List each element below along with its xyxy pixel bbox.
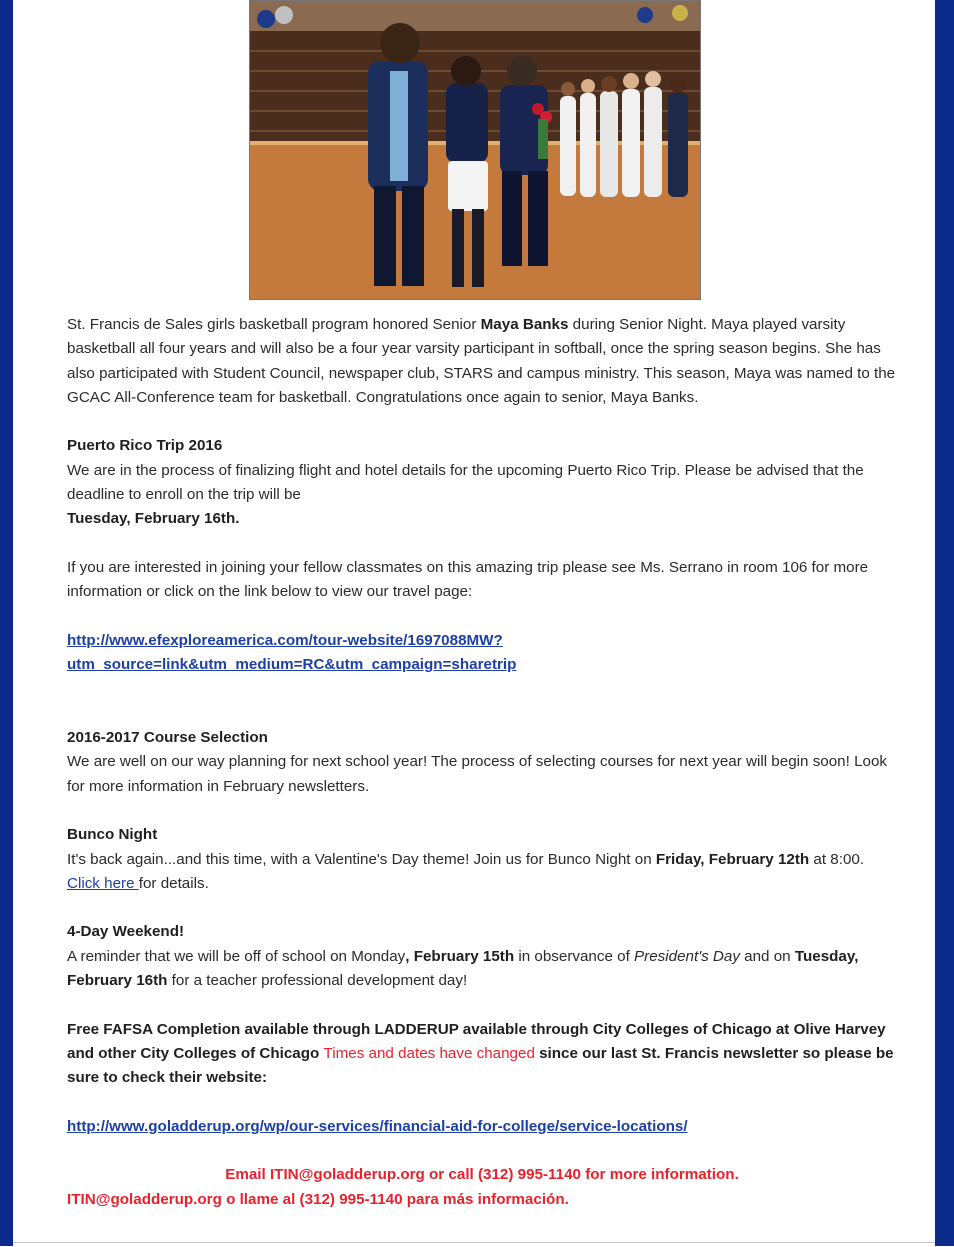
ladderup-link[interactable]: http://www.goladderup.org/wp/our-services/financial-aid-for-college/service-locations/	[67, 1117, 688, 1135]
weekend-text	[67, 945, 897, 994]
bunco-text-1: It's back again...and this time, with a Valentine's Day theme! Join us for Bunco Night on	[67, 850, 656, 868]
fafsa-changed-notice: Times and dates have changed	[323, 1044, 535, 1062]
puerto-rico-deadline: Tuesday, February 16th.	[67, 510, 240, 528]
weekend-text-3: and on	[739, 947, 795, 965]
weekend-text-2: in observance of	[514, 947, 635, 965]
senior-text-2: during Senior Night. Maya played varsity basketball all four years and will also be a four year varsity participant in softball, once the spring season begins. She has also participated with Student Council, newspaper club, STARS and campus ministry. This season, Maya was named to the GCAC All-Conference team for basketball. Congratulations once again to senior, Maya Banks.	[67, 316, 896, 406]
bunco-text-3: for details.	[138, 874, 209, 892]
fafsa-contact-spanish: ITIN@goladderup.org o llame al (312) 995-1140 para más información.	[67, 1190, 569, 1208]
puerto-rico-heading: Puerto Rico Trip 2016	[67, 437, 223, 455]
bunco-date: Friday, February 12th	[655, 850, 810, 868]
weekend-date-1: , February 15th	[405, 947, 515, 965]
course-selection-text: We are well on our way planning for next school year! The process of selecting courses for next year will begin soon! Look for more information in February newsletters.	[67, 753, 887, 795]
fafsa-text-1: Free FAFSA Completion available through LADDERUP available through City Colleges of Chicago at Olive Harvey and other City Colleges of Chicago	[67, 1020, 886, 1062]
senior-name: Maya Banks	[480, 316, 569, 333]
weekend-holiday: President's Day	[634, 947, 740, 965]
newsletter-content	[67, 313, 897, 1212]
senior-text-1: St. Francis de Sales girls basketball program honored Senior	[67, 316, 481, 333]
weekend-text-1: A reminder that we will be off of school on Monday	[67, 947, 406, 965]
puerto-rico-text: We are in the process of finalizing flight and hotel details for the upcoming Puerto Rico Trip. Please be advised that the deadline to enroll on the trip will be	[67, 461, 864, 504]
fafsa-text-2: since our last St. Francis newsletter so please be sure to check their website:	[67, 1044, 894, 1087]
puerto-rico-info: If you are interested in joining your fellow classmates on this amazing trip please see Ms. Serrano in room 106 for more information or click on the link below to view our travel page:	[67, 558, 869, 601]
travel-page-link-cont[interactable]: utm_source=link&utm_medium=RC&utm_campaign=sharetrip	[67, 656, 517, 674]
weekend-text-4: for a teacher professional development day!	[167, 972, 468, 990]
bunco-text	[67, 848, 897, 897]
bottom-divider	[13, 1242, 935, 1247]
weekend-heading: 4-Day Weekend!	[67, 923, 185, 941]
left-border	[0, 0, 13, 1246]
bunco-click-here-link[interactable]: Click here	[67, 874, 139, 892]
fafsa-paragraph	[67, 1018, 897, 1091]
bunco-text-2: at 8:00.	[809, 850, 865, 868]
right-border	[935, 0, 954, 1246]
travel-page-link[interactable]: http://www.efexploreamerica.com/tour-website/1697088MW?	[67, 631, 503, 649]
fafsa-contact-english: Email ITIN@goladderup.org or call (312) 995-1140 for more information.	[225, 1166, 739, 1184]
senior-night-paragraph	[67, 313, 897, 410]
course-selection-heading: 2016-2017 Course Selection	[67, 729, 268, 747]
senior-night-photo	[249, 0, 701, 300]
bunco-heading: Bunco Night	[67, 826, 158, 844]
weekend-date-2: Tuesday, February 16th	[67, 947, 859, 990]
